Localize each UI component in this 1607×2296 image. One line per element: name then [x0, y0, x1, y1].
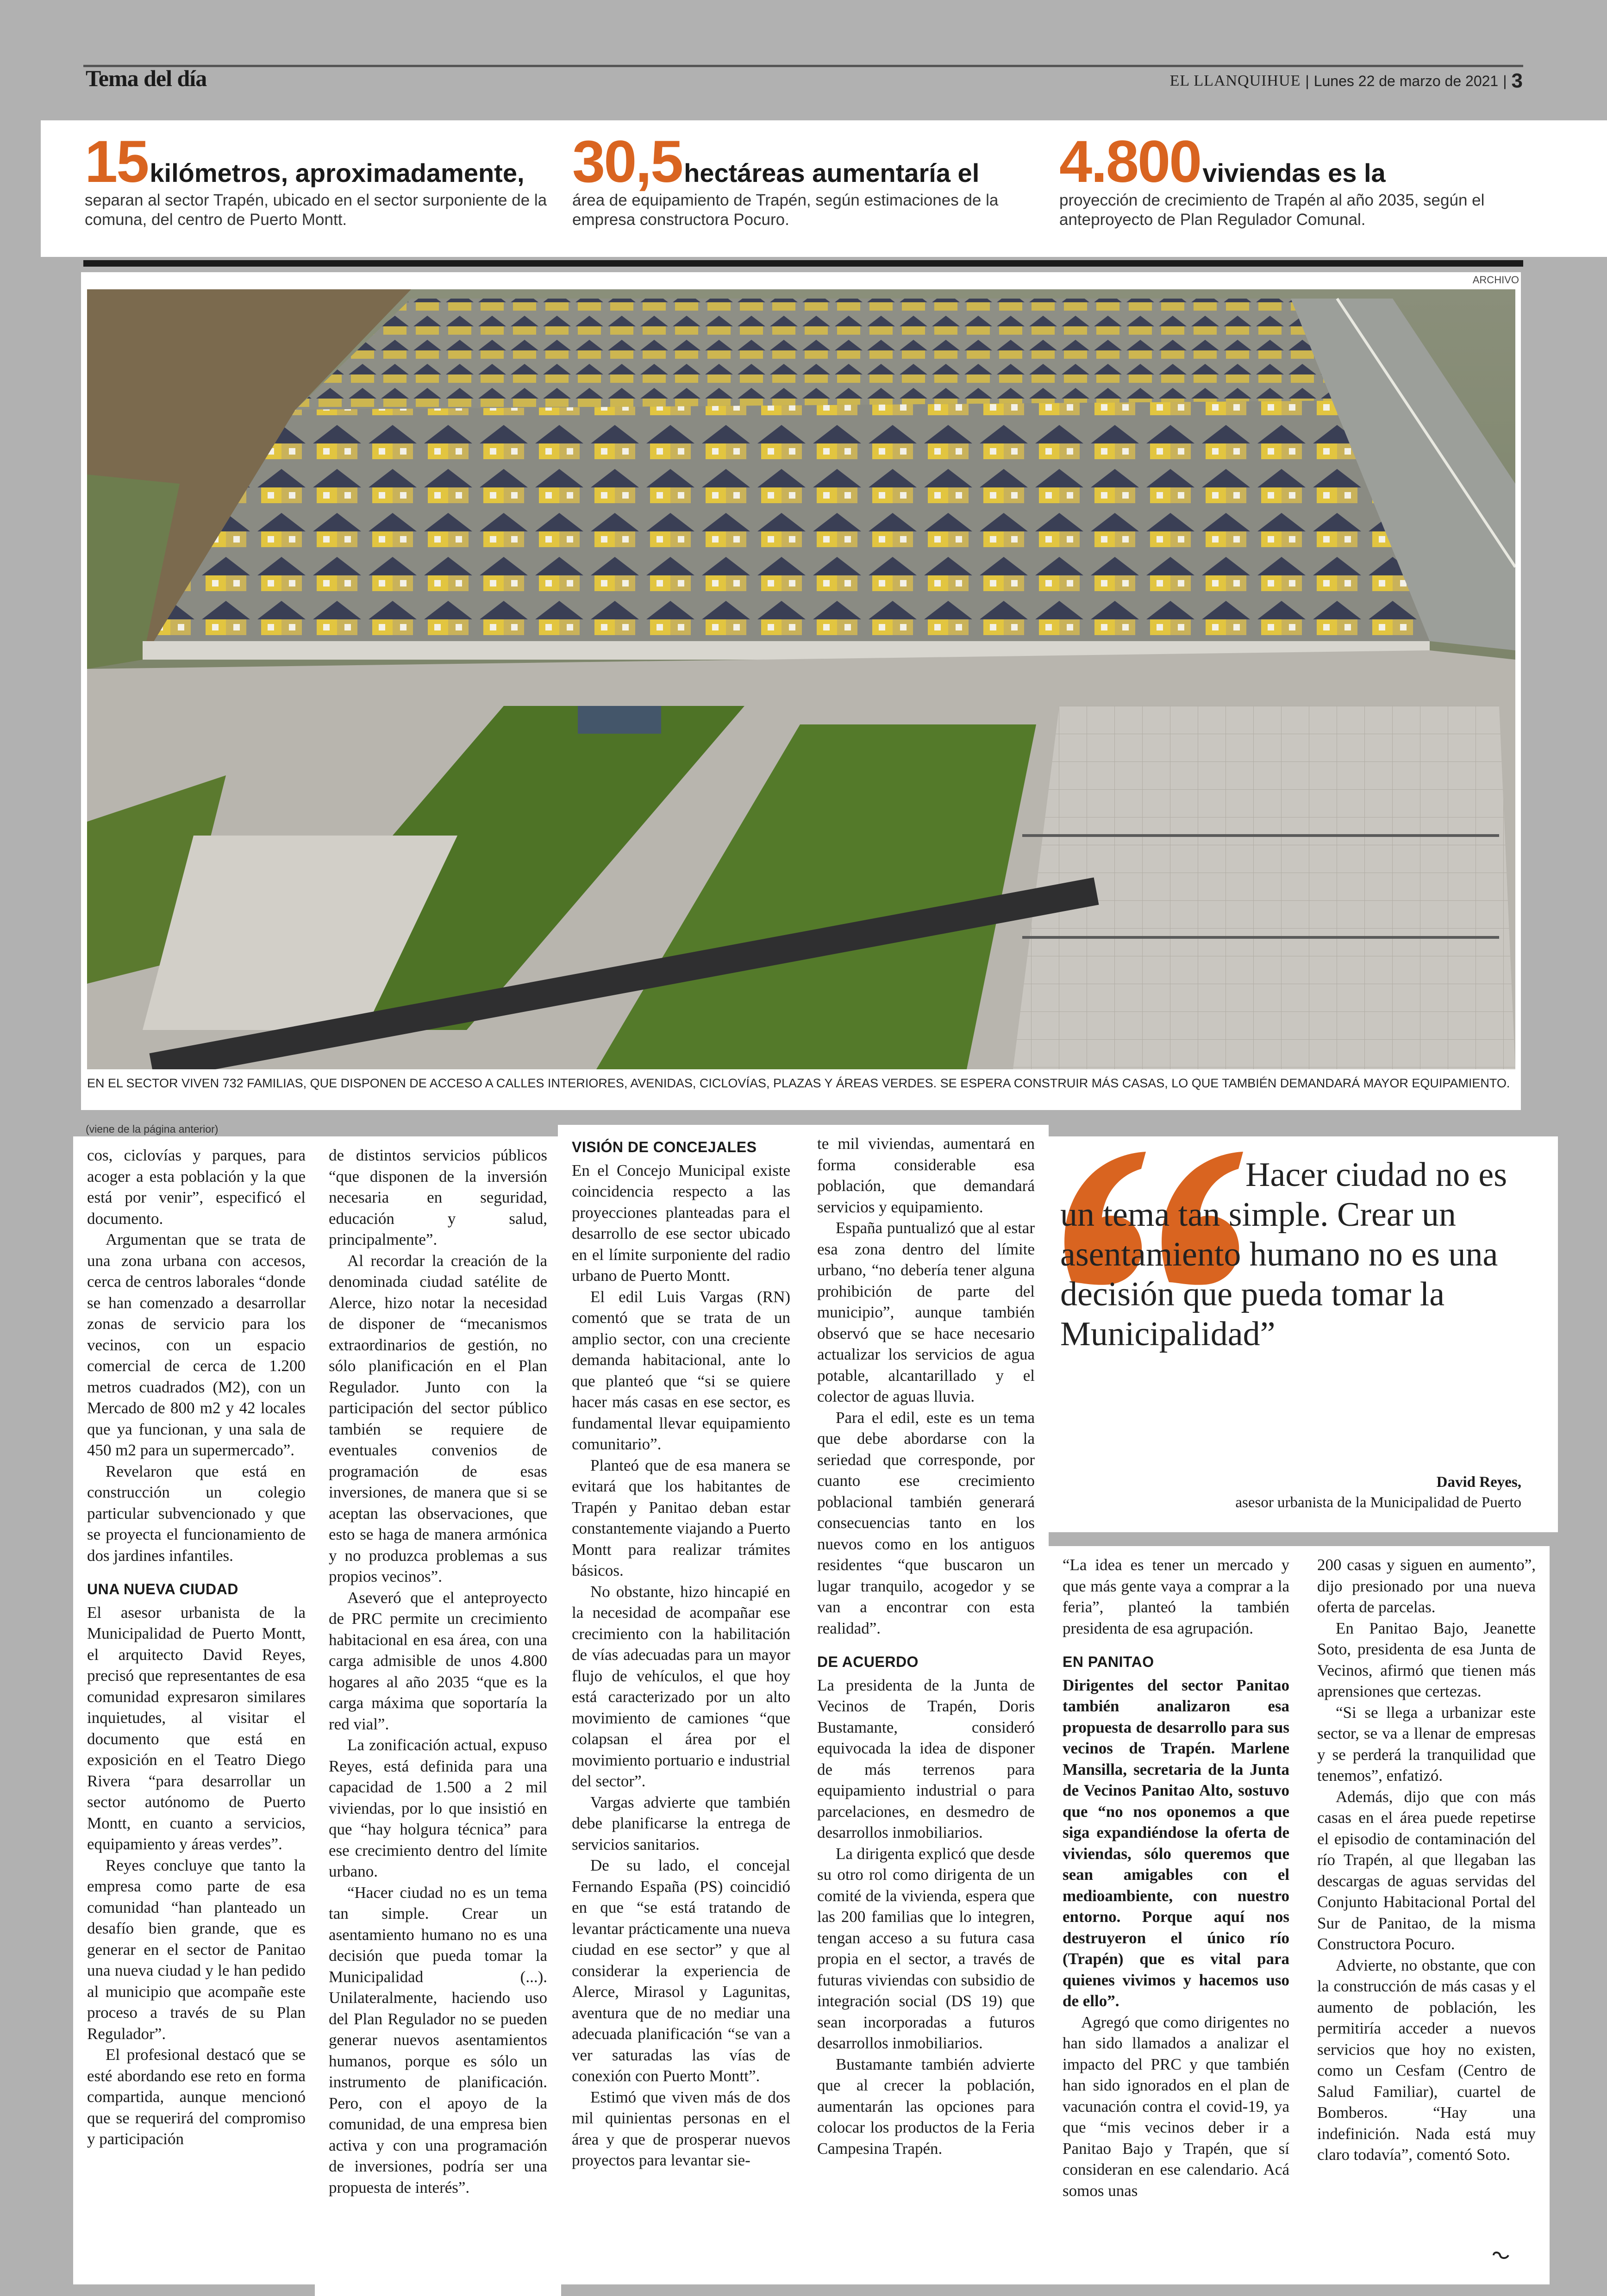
- paragraph: Argumentan que se trata de una zona urbana con accesos, cerca de centros laborales “donde se han comenzado a desarrollar zonas de servicio para los vecinos, con un espacio comercial de cerca de 1.200 metros cuadrados (M2), con un Mercado de 800 m2 y 42 locales que ya funcionan, y una sala de 450 m2 para un supermercado”.: [87, 1230, 306, 1459]
- article-column-1: [73, 1136, 319, 2284]
- paragraph: El profesional destacó que se esté abordando ese reto en forma compartida, aunque mencionó que se requerirá del compromiso y participación: [87, 2046, 306, 2148]
- paragraph: España puntualizó que al estar esa zona dentro del límite urbano, “no debería tener alguna prohibición de parte del municipio”, aunque también observó que se hace necesario actualizar los servicios de agua potable, alcantarillado y el colector de aguas lluvia.: [817, 1219, 1035, 1405]
- stat-number: 4.800: [1059, 129, 1201, 195]
- pull-quote-text: [1060, 1155, 1537, 1354]
- paragraph: cos, ciclovías y parques, para acoger a esta población y la que está por venir”, especificó el documento.: [87, 1146, 306, 1228]
- subheading: UNA NUEVA CIUDAD: [87, 1581, 238, 1597]
- subheading: EN PANITAO: [1063, 1653, 1154, 1670]
- paragraph: El edil Luis Vargas (RN) comentó que se trata de un amplio sector, con una creciente demanda habitacional, ante lo que planteó que “si se quiere hacer más casas en ese sector, es fundamental llevar equipamiento comunitario”.: [572, 1287, 790, 1453]
- paragraph: De su lado, el concejal Fernando España (PS) coincidió en que “se está tratando de levantar prácticamente una nueva ciudad en ese sector” y que al considerar la experiencia de Alerce, Mirasol y Lagunitas, aventura que de no mediar una adecuada planificación “se van a ver saturadas las vías de conexión con Puerto Montt”.: [572, 1856, 790, 2085]
- paragraph: “Si se llega a urbanizar este sector, se va a llenar de empresas y se perderá la tranquilidad que tenemos”, enfatizó.: [1317, 1703, 1536, 1784]
- paragraph: Dirigentes del sector Panitao también analizaron esa propuesta de desarrollo para sus vecinos de Trapén. Marlene Mansilla, secretaria de la Junta de Vecinos Panitao Alto, sostuvo que “no nos oponemos a que siga expandiéndose la oferta de viviendas, sólo queremos que sean amigables con el medioambiente, con nuestro entorno. Porque aquí nos destruyeron el único río (Trapén) que es vital para quienes vivimos y hacemos uso de ello”.: [1063, 1676, 1289, 2010]
- quote-author-role: asesor urbanista de la Municipalidad de Puerto: [1235, 1494, 1521, 1511]
- paragraph: La dirigenta explicó que desde su otro rol como dirigenta de un comité de la vivienda, espera que las 200 familias que lo integren, tengan acceso a su futura casa propia en el sector, a través de futuras viviendas con subsidio de integración social (DS 19) que sean incorporadas a futuros desarrollos inmobiliarios.: [817, 1844, 1035, 2052]
- page-number: 3: [1511, 69, 1523, 92]
- paragraph: Planteó que de esa manera se evitará que los habitantes de Trapén y Panitao deban estar constantemente viajando a Puerto Montt para realizar trámites básicos.: [572, 1456, 790, 1579]
- article-column-6: [1303, 1546, 1550, 2284]
- photo-credit: ARCHIVO: [1472, 274, 1519, 286]
- stat-description: área de equipamiento de Trapén, según estimaciones de la empresa constructora Pocuro.: [572, 191, 999, 229]
- pull-quote-body: Hacer ciudad no es un tema tan simple. Crear un asentamiento humano no es una decisión que pueda tomar la Municipalidad”: [1060, 1156, 1507, 1353]
- paragraph: Revelaron que está en construcción un colegio particular subvencionado y que se proyecta el funcionamiento de dos jardines infantiles.: [87, 1462, 306, 1565]
- pull-quote-attribution: [1235, 1472, 1521, 1513]
- newspaper-name: EL LLANQUIHUE: [1169, 72, 1301, 89]
- article-column-3: [558, 1125, 804, 2284]
- paragraph: Estimó que viven más de dos mil quinientas personas en el área y que de prosperar nuevos proyectos para levantar sie-: [572, 2088, 790, 2169]
- paragraph: El asesor urbanista de la Municipalidad de Puerto Montt, el arquitecto David Reyes, precisó que representantes de esa comunidad expresaron similares inquietudes, al visitar el documento que está en exposición en el Teatro Diego Rivera “para desarrollar un sector autónomo de Puerto Montt, en cuanto a servicios, equipamiento y áreas verdes”.: [87, 1603, 306, 1853]
- paragraph: La zonificación actual, expuso Reyes, está definida para una capacidad de 1.500 a 2 mil viviendas, por lo que insistió en que “hay holgura técnica” para ese crecimiento dentro del límite urbano.: [329, 1736, 547, 1880]
- header-separator: |: [1503, 72, 1507, 89]
- stats-rule: [83, 260, 1523, 267]
- paragraph: Agregó que como dirigentes no han sido llamados a analizar el impacto del PRC y que también han sido ignorados en el plan de vacunación contra el covid-19, ya que “mis vecinos deber ir a Panitao Bajo y Trapén, que sí consideran en ese calendario. Acá somos unas: [1063, 2013, 1289, 2200]
- stat-number: 15: [85, 129, 148, 195]
- header-rule: [83, 65, 1523, 67]
- stat-number: 30,5: [572, 129, 682, 195]
- paragraph: Al recordar la creación de la denominada ciudad satélite de Alerce, hizo notar la necesidad de disponer de “mecanismos extraordinarios de gestión, no sólo planificación en el Plan Regulador. Junto con la participación del sector público también se requiere de eventuales convenios de programación de esas inversiones, de manera que si se aceptan las observaciones, que esto se haga de manera armónica y no produzca problemas a sus propios vecinos”.: [329, 1251, 547, 1585]
- article-column-2: [315, 1136, 561, 2296]
- quote-indent: [1060, 1181, 1245, 1186]
- paragraph: Advierte, no obstante, que con la construcción de más casas y el aumento de población, les permitiría acceder a nuevos servicios que hoy no existen, como un Cesfam (Centro de Salud Familiar), cuartel de Bomberos. “Hay una indefinición. Nada está muy claro todavía”, comentó Soto.: [1317, 1956, 1536, 2164]
- issue-date: Lunes 22 de marzo de 2021: [1313, 72, 1499, 89]
- paragraph: Vargas advierte que también debe planificarse la entrega de servicios sanitarios.: [572, 1793, 790, 1853]
- quote-author: David Reyes,: [1436, 1474, 1521, 1491]
- continued-from: (viene de la página anterior): [86, 1123, 219, 1135]
- stat-item: [85, 130, 548, 230]
- paragraph: En Panitao Bajo, Jeanette Soto, presidenta de esa Junta de Vecinos, afirmó que tienen más aprensiones que certezas.: [1317, 1619, 1536, 1700]
- article-column-4: [803, 1125, 1049, 2284]
- subheading: VISIÓN DE CONCEJALES: [572, 1139, 757, 1155]
- header-info: [1170, 69, 1523, 93]
- subheading: DE ACUERDO: [817, 1653, 919, 1670]
- paragraph: te mil viviendas, aumentará en forma considerable esa población, que demandará servicios y equipamiento.: [817, 1135, 1035, 1216]
- paragraph: No obstante, hizo hincapié en la necesidad de acompañar ese crecimiento con la habilitación de vías adecuadas para un mayor flujo de vehículos, el que hoy está caracterizado por un alto movimiento de camiones “que colapsan el área por el movimiento portuario e industrial del sector”.: [572, 1582, 790, 1790]
- stat-item: [1059, 130, 1522, 230]
- article-column-5: [1049, 1546, 1303, 2284]
- paragraph: En el Concejo Municipal existe coincidencia respecto a las proyecciones planteadas para el desarrollo de ese sector ubicado en el límite surponiente del radio urbano de Puerto Montt.: [572, 1161, 790, 1285]
- paragraph: La presidenta de la Junta de Vecinos de Trapén, Doris Bustamante, consideró equivocada la idea de disponer de más terrenos para equipamiento industrial o para parcelaciones, en desmedro de desarrollos inmobiliarios.: [817, 1676, 1035, 1841]
- stat-description: separan al sector Trapén, ubicado en el sector surponiente de la comuna, del centro de Puerto Montt.: [85, 191, 547, 229]
- paragraph: 200 casas y siguen en aumento”, dijo presionado por una nueva oferta de parcelas.: [1317, 1556, 1536, 1616]
- paragraph: “Hacer ciudad no es un tema tan simple. Crear un asentamiento humano no es una decisión que pueda tomar la Municipalidad (...). Unilateralmente, haciendo uso del Plan Regulador no se pueden generar nuevos asentamientos humanos, porque es sólo un instrumento de planificación. Pero, con el apoyo de la comunidad, de una empresa bien activa y con una programación de inversiones, podría ser una propuesta de interés”.: [329, 1883, 547, 2196]
- stats-band: [41, 120, 1607, 257]
- stat-lead: kilómetros, aproximadamente,: [150, 158, 525, 187]
- paragraph: Aseveró que el anteproyecto de PRC permite un crecimiento habitacional en esa área, con una carga admisible de unos 4.800 hogares al año 2035 “que es la carga máxima que soportaría la red vial”.: [329, 1588, 547, 1733]
- paragraph: Reyes concluye que tanto la empresa como parte de esa comunidad “han planteado un desafío bien grande, que es generar en el sector de Panitao una nueva ciudad y le han pedido al municipio que acompañe este proceso a través de su Plan Regulador”.: [87, 1856, 306, 2043]
- stat-lead: viviendas es la: [1202, 158, 1386, 187]
- section-title: Tema del día: [86, 65, 207, 91]
- stat-item: [572, 130, 1035, 230]
- paragraph: de distintos servicios públicos “que disponen de la inversión necesaria en seguridad, educación y salud, principalmente”.: [329, 1146, 547, 1248]
- paragraph: Bustamante también advierte que al crecer la población, aumentarán las opciones para colocar los productos de la Feria Campesina Trapén.: [817, 2055, 1035, 2158]
- photo-caption: EN EL SECTOR VIVEN 732 FAMILIAS, QUE DISPONEN DE ACCESO A CALLES INTERIORES, AVENIDAS, CICLOVÍAS, PLAZAS Y ÁREAS VERDES. SE ESPERA CONSTRUIR MÁS CASAS, LO QUE TAMBIÉN DEMANDARÁ MAYOR EQUIPAMIENTO.: [87, 1076, 1510, 1090]
- paragraph: Además, dijo que con más casas en el área puede repetirse el episodio de contaminación del río Trapén, al que llegaban las descargas de aguas servidas del Conjunto Habitacional Portal del Sur de Panitao, de la misma Constructora Pocuro.: [1317, 1787, 1536, 1953]
- header-separator: |: [1305, 72, 1309, 89]
- end-of-article-icon: [1492, 2250, 1510, 2261]
- stat-lead: hectáreas aumentaría el: [684, 158, 980, 187]
- stat-description: proyección de crecimiento de Trapén al año 2035, según el anteproyecto de Plan Regulador Comunal.: [1059, 191, 1485, 229]
- paragraph: “La idea es tener un mercado y que más gente vaya a comprar a la feria”, planteó la también presidenta de esa agrupación.: [1063, 1556, 1289, 1637]
- housing-aerial-photo: [87, 289, 1515, 1069]
- paragraph: Para el edil, este es un tema que debe abordarse con la seriedad que corresponde, por cuanto ese crecimiento poblacional también generará consecuencias tanto en los nuevos como en los antiguos residentes “que buscaron un lugar tranquilo, acogedor y se van a encontrar con esta realidad”.: [817, 1408, 1035, 1637]
